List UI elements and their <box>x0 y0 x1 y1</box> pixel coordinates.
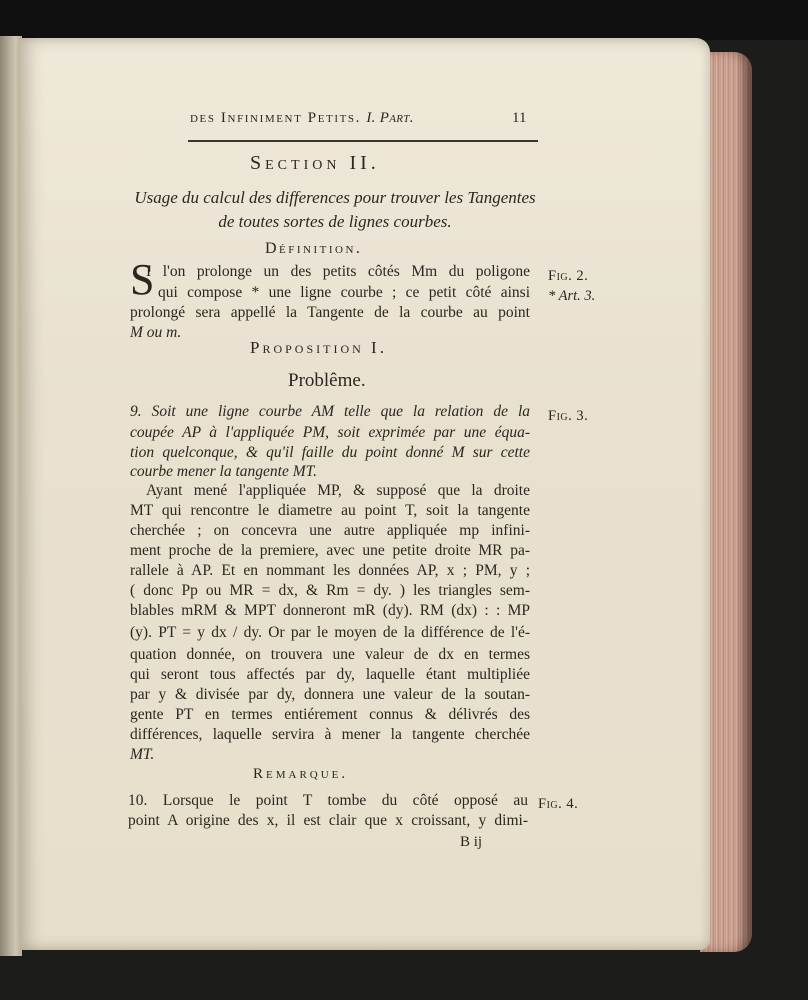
solution-line: gente PT en termes entiérement connus & délivrés des <box>130 706 530 723</box>
margin-note-fig4: Fig. 4. <box>538 796 579 812</box>
header-rule <box>188 140 538 142</box>
margin-note-fig3: Fig. 3. <box>548 408 589 424</box>
solution-line: ( donc Pp ou MR = dx, & Rm = dy. ) les triangles sem- <box>130 582 530 599</box>
margin-note-fig2: Fig. 2. <box>548 268 589 284</box>
problem-line: tion quelconque, & qu'il faille du point donné M sur cette <box>130 444 530 461</box>
definition-line: prolongé sera appellé la Tangente de la courbe au point <box>130 304 530 321</box>
margin-note-art3: * Art. 3. <box>548 288 596 304</box>
solution-line: rallele à AP. Et en nommant les données AP, x ; PM, y ; <box>130 562 530 579</box>
definition-heading: Définition. <box>265 240 363 257</box>
solution-line: Ayant mené l'appliquée MP, & supposé que la droite <box>146 482 530 499</box>
section-title: Section II. <box>250 152 380 174</box>
solution-line: MT qui rencontre le diametre au point T, soit la tangente <box>130 502 530 519</box>
definition-line: qui compose * une ligne courbe ; ce petit côté ainsi <box>158 284 530 301</box>
solution-line: différences, laquelle servira à mener la tangente cherchée <box>130 726 530 743</box>
running-header <box>190 110 540 127</box>
solution-line: blables mRM & MPT donneront mR (dy). RM (dx) : : MP <box>130 602 530 619</box>
background-top <box>0 0 808 40</box>
solution-line: cherchée ; on concevra une autre appliquée mp infini- <box>130 522 530 539</box>
proposition-heading: Proposition I. <box>250 338 387 357</box>
page-number: 11 <box>512 110 527 126</box>
definition-line: I l'on prolonge un des petits côtés Mm du poligone <box>146 263 530 280</box>
drop-cap: S <box>130 255 155 304</box>
problem-line: coupée AP à l'appliquée PM, soit exprimée par une équa- <box>130 424 530 441</box>
remark-line: 10. Lorsque le point T tombe du côté opposé au <box>128 792 528 809</box>
problem-line: 9. Soit une ligne courbe AM telle que la relation de la <box>130 403 530 420</box>
solution-line: MT. <box>130 746 155 763</box>
solution-line: qui seront tous affectés par dy, laquelle étant multipliée <box>130 666 530 683</box>
subtitle-line-1: Usage du calcul des differences pour trouver les Tangentes <box>134 188 536 207</box>
running-title: des Infiniment Petits. <box>190 110 362 126</box>
solution-line: quation donnée, on trouvera une valeur de dx en termes <box>130 646 530 663</box>
problem-heading: Problême. <box>288 370 366 391</box>
remark-heading: Remarque. <box>253 766 349 782</box>
remark-line: point A origine des x, il est clair que x croissant, y dimi- <box>128 812 528 829</box>
solution-line: (y). PT = y dx / dy. Or par le moyen de la différence de l'é- <box>130 624 530 641</box>
signature-mark: B ij <box>460 834 483 850</box>
solution-line: par y & divisée par dy, donnera une valeur de la soutan- <box>130 686 530 703</box>
problem-line: courbe mener la tangente MT. <box>130 463 317 480</box>
subtitle-line-2: de toutes sortes de lignes courbes. <box>218 212 452 231</box>
part-label: I. Part. <box>366 110 414 126</box>
solution-line: ment proche de la premiere, avec une petite droite MR pa- <box>130 542 530 559</box>
definition-line: M ou m. <box>130 324 182 341</box>
facing-page-edge <box>0 36 22 956</box>
